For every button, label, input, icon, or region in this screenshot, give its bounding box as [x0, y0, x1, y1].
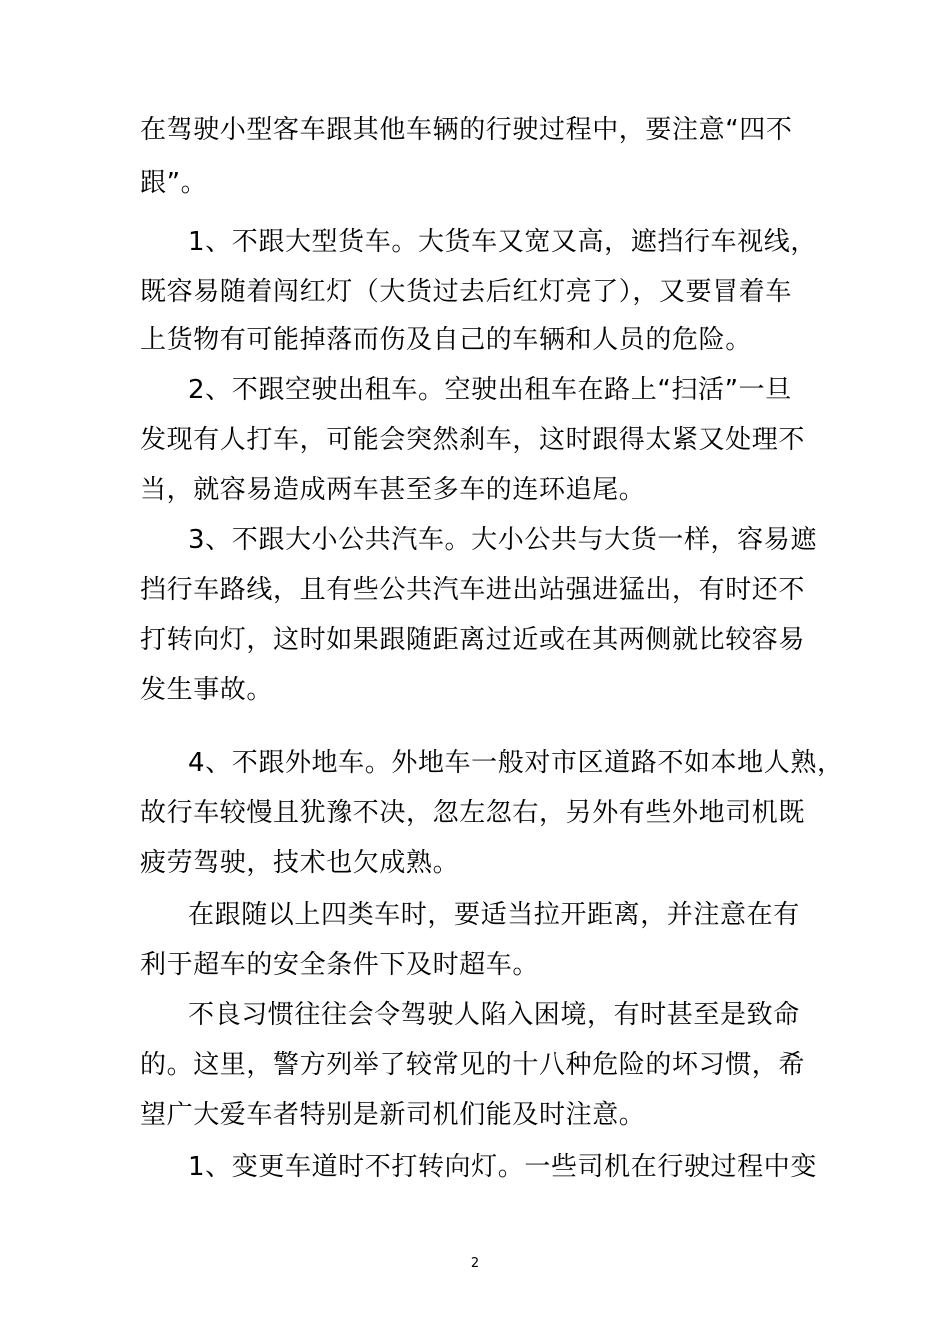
text-line: 疲劳驾驶，技术也欠成熟。: [140, 848, 460, 878]
text-line: 上货物有可能掉落而伤及自己的车辆和人员的危险。: [140, 325, 752, 355]
text-line: 1、不跟大型货车。大货车又宽又高，遮挡行车视线，: [188, 227, 817, 257]
text-line: 2、不跟空驶出租车。空驶出租车在路上“扫活”一旦: [188, 375, 792, 405]
text-line: 在驾驶小型客车跟其他车辆的行驶过程中，要注意“四不: [140, 115, 793, 145]
text-line: 望广大爱车者特别是新司机们能及时注意。: [140, 1100, 646, 1130]
text-line: 故行车较慢且犹豫不决，忽左忽右，另外有些外地司机既: [140, 798, 806, 828]
text-line: 发生事故。: [140, 675, 274, 705]
text-line: 3、不跟大小公共汽车。大小公共与大货一样，容易遮: [188, 525, 817, 555]
text-line: 当，就容易造成两车甚至多车的连环追尾。: [140, 475, 646, 505]
text-line: 既容易随着闯红灯（大货过去后红灯亮了），又要冒着车: [140, 277, 793, 307]
text-line: 1、变更车道时不打转向灯。一些司机在行驶过程中变: [188, 1152, 817, 1182]
text-line: 跟”。: [140, 168, 208, 198]
text-line: 在跟随以上四类车时，要适当拉开距离，并注意在有: [188, 900, 800, 930]
text-line: 打转向灯，这时如果跟随距离过近或在其两侧就比较容易: [140, 625, 806, 655]
text-line: 挡行车路线，且有些公共汽车进出站强进猛出，有时还不: [140, 575, 806, 605]
text-line: 利于超车的安全条件下及时超车。: [140, 950, 540, 980]
text-line: 的。这里，警方列举了较常见的十八种危险的坏习惯，希: [140, 1050, 806, 1080]
text-line: 4、不跟外地车。外地车一般对市区道路不如本地人熟，: [188, 748, 844, 778]
page-number: 2: [470, 1256, 480, 1271]
text-line: 不良习惯往往会令驾驶人陷入困境，有时甚至是致命: [188, 1000, 800, 1030]
text-line: 发现有人打车，可能会突然刹车，这时跟得太紧又处理不: [140, 425, 806, 455]
